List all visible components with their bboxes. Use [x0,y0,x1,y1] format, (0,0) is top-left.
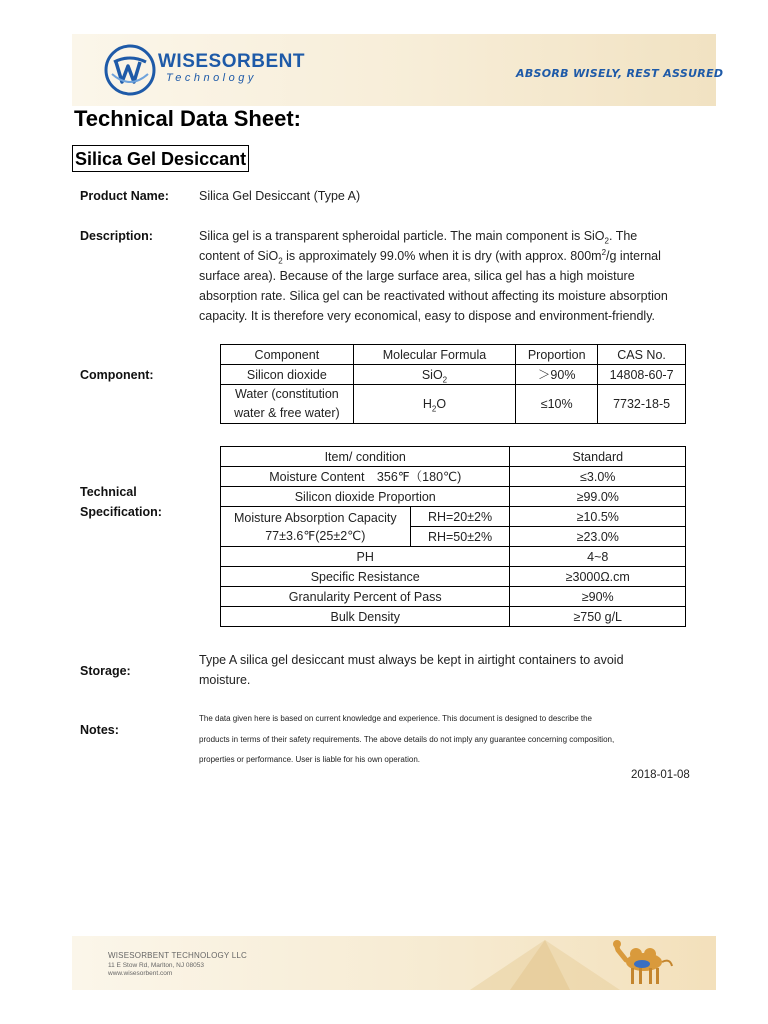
camel-mascot-icon [612,940,680,990]
table-row [221,507,686,527]
spec-item: Silicon dioxide Proportion [221,487,510,507]
description-line: Silica gel is a transparent spheroidal particle. The main component is SiO$_2$. The [199,229,638,246]
table-header-cell: Component [221,345,354,365]
spec-item: PH [221,547,510,567]
spec-condition: RH=20±2% [410,507,510,527]
product-name-value: Silica Gel Desiccant (Type A) [199,189,361,203]
component-name: Silicon dioxide [221,365,354,385]
description-line: absorption rate. Silica gel can be reactivated without affecting its moisture absorption [199,289,668,303]
spec-standard: ≥90% [510,587,686,607]
spec-standard: ≥99.0% [510,487,686,507]
table-header-row [221,447,686,467]
table-row [221,487,686,507]
description-line: content of SiO$_2$ is approximately 99.0% when it is dry (with approx. $800m^2/g$ internal [199,247,661,266]
table-header-cell: Molecular Formula [353,345,516,365]
brand-tagline: ABSORB WISELY, REST ASSURED [516,67,724,80]
component-table [220,344,686,424]
product-name-label: Product Name: [80,189,169,203]
description-line: surface area). Because of the large surface area, silica gel has a high moisture [199,269,635,283]
spec-standard: 4~8 [510,547,686,567]
table-row [221,567,686,587]
component-proportion: ＞90% [516,365,598,385]
document-title: Technical Data Sheet: [74,106,301,131]
spec-condition: RH=50±2% [410,527,510,547]
brand-subtitle: Technology [166,72,257,84]
document-subtitle: Silica Gel Desiccant [72,145,249,172]
table-row [221,607,686,627]
table-header-cell: Item/ condition [221,447,510,467]
spec-item: Bulk Density [221,607,510,627]
table-header-cell: Proportion [516,345,598,365]
storage-label: Storage: [80,664,131,678]
document-date: 2018-01-08 [631,769,690,781]
table-row [221,365,686,385]
component-cas: 7732-18-5 [598,385,686,424]
component-proportion: ≤10% [516,385,598,424]
component-formula: $H_2O$ [353,385,516,424]
spec-item: Granularity Percent of Pass [221,587,510,607]
spec-item: Specific Resistance [221,567,510,587]
footer-website-link[interactable]: www.wisesorbent.com [108,970,173,977]
technical-spec-label: Technical Specification: [80,485,162,519]
storage-text: Type A silica gel desiccant must always be kept in airtight containers to avoid moisture. [199,653,624,687]
description-text [199,226,711,326]
table-row [221,467,686,487]
pyramid-icon [470,938,620,990]
component-formula: SiO$_2$ [353,365,516,385]
description-label: Description: [80,229,153,243]
footer-address: 11 E Stow Rd, Marlton, NJ 08053 [108,962,204,969]
spec-item: Moisture Content 356℉（180℃) [221,467,510,487]
table-header-cell: CAS No. [598,345,686,365]
brand-name: WISESORBENT [158,51,305,72]
notes-label: Notes: [80,723,119,737]
technical-spec-table [220,446,686,627]
table-row [221,587,686,607]
description-line: capacity. It is therefore very economical, easy to dispose and environment-friendly. [199,309,656,323]
table-row [221,385,686,424]
component-cas: 14808-60-7 [598,365,686,385]
notes-text: The data given here is based on current knowledge and experience. This document is designed to describe the products in terms of their safety requirements. The above details do not imply any guarantee concerning composition, properties or performance. User is liable for his own operation. [199,714,615,764]
table-row [221,547,686,567]
spec-standard: ≥3000Ω.cm [510,567,686,587]
spec-standard: ≤3.0% [510,467,686,487]
footer-company-name: WISESORBENT TECHNOLOGY LLC [108,951,248,960]
spec-item: Moisture Absorption Capacity 77±3.6℉(25±2℃) [221,507,411,547]
spec-standard: ≥10.5% [510,507,686,527]
table-header-row [221,345,686,365]
table-header-cell: Standard [510,447,686,467]
spec-standard: ≥23.0% [510,527,686,547]
spec-standard: ≥750 g/L [510,607,686,627]
component-label: Component: [80,368,154,382]
component-name: Water (constitution water & free water) [221,385,354,424]
wisesorbent-logo-icon [104,44,156,96]
